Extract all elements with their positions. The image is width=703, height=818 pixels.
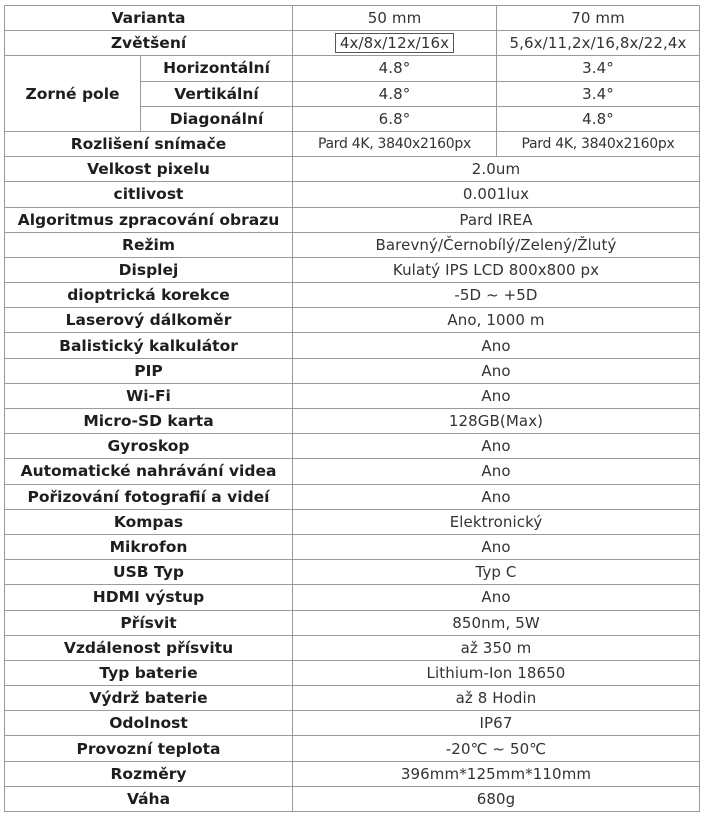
fov-diagonal-label: Diagonální	[141, 106, 293, 131]
spec-value: až 8 Hodin	[293, 686, 700, 711]
table-row	[5, 283, 700, 308]
spec-label: Displej	[5, 257, 293, 282]
table-row	[5, 761, 700, 786]
variant-70mm: 70 mm	[497, 6, 700, 31]
fov-horizontal-label: Horizontální	[141, 56, 293, 81]
spec-value: 396mm*125mm*110mm	[293, 761, 700, 786]
fov-vertical-70mm: 3.4°	[497, 81, 700, 106]
spec-value: Barevný/Černobílý/Zelený/Žlutý	[293, 232, 700, 257]
table-row	[5, 207, 700, 232]
fov-label: Zorné pole	[5, 56, 141, 132]
spec-value: Ano	[293, 459, 700, 484]
spec-label: Odolnost	[5, 711, 293, 736]
table-row-magnification	[5, 31, 700, 56]
spec-value: -5D ~ +5D	[293, 283, 700, 308]
spec-value: -20℃ ~ 50℃	[293, 736, 700, 761]
table-row	[5, 610, 700, 635]
spec-value: 680g	[293, 786, 700, 811]
table-row-sensor	[5, 131, 700, 156]
table-row	[5, 358, 700, 383]
spec-label: Automatické nahrávání videa	[5, 459, 293, 484]
spec-value: Ano	[293, 484, 700, 509]
spec-value: Ano	[293, 358, 700, 383]
table-row	[5, 736, 700, 761]
spec-value: 2.0um	[293, 157, 700, 182]
table-row	[5, 409, 700, 434]
spec-value: Ano	[293, 585, 700, 610]
magnification-label: Zvětšení	[5, 31, 293, 56]
spec-table	[4, 5, 700, 812]
fov-vertical-50mm: 4.8°	[293, 81, 497, 106]
spec-label: Micro-SD karta	[5, 409, 293, 434]
table-row	[5, 534, 700, 559]
spec-label: Vzdálenost přísvitu	[5, 635, 293, 660]
spec-value: Kulatý IPS LCD 800x800 px	[293, 257, 700, 282]
table-row-fov-horizontal	[5, 56, 700, 81]
table-row	[5, 459, 700, 484]
table-row	[5, 509, 700, 534]
spec-value: Elektronický	[293, 509, 700, 534]
spec-label: PIP	[5, 358, 293, 383]
table-row	[5, 157, 700, 182]
table-row-variant	[5, 6, 700, 31]
table-row	[5, 257, 700, 282]
spec-value: Ano	[293, 434, 700, 459]
spec-label: Provozní teplota	[5, 736, 293, 761]
spec-label: Wi-Fi	[5, 383, 293, 408]
table-row	[5, 560, 700, 585]
table-row	[5, 786, 700, 811]
spec-table-body	[5, 6, 700, 812]
fov-horizontal-50mm: 4.8°	[293, 56, 497, 81]
spec-label: Váha	[5, 786, 293, 811]
spec-value: Pard IREA	[293, 207, 700, 232]
fov-horizontal-70mm: 3.4°	[497, 56, 700, 81]
spec-value: 128GB(Max)	[293, 409, 700, 434]
spec-label: citlivost	[5, 182, 293, 207]
table-row	[5, 635, 700, 660]
table-row	[5, 434, 700, 459]
table-row	[5, 333, 700, 358]
spec-label: Přísvit	[5, 610, 293, 635]
spec-value: Typ C	[293, 560, 700, 585]
spec-value: Lithium-Ion 18650	[293, 660, 700, 685]
table-row	[5, 308, 700, 333]
spec-label: USB Typ	[5, 560, 293, 585]
table-row	[5, 383, 700, 408]
spec-value: Ano	[293, 383, 700, 408]
table-row	[5, 585, 700, 610]
sensor-50mm: Pard 4K, 3840x2160px	[293, 131, 497, 156]
spec-label: HDMI výstup	[5, 585, 293, 610]
spec-label: Kompas	[5, 509, 293, 534]
magnification-70mm: 5,6x/11,2x/16,8x/22,4x	[497, 31, 700, 56]
spec-value: Ano, 1000 m	[293, 308, 700, 333]
table-row	[5, 660, 700, 685]
spec-label: Velkost pixelu	[5, 157, 293, 182]
fov-vertical-label: Vertikální	[141, 81, 293, 106]
spec-label: Mikrofon	[5, 534, 293, 559]
magnification-50mm-text: 4x/8x/12x/16x	[335, 33, 454, 53]
magnification-50mm	[293, 31, 497, 56]
sensor-70mm: Pard 4K, 3840x2160px	[497, 131, 700, 156]
table-row	[5, 686, 700, 711]
spec-label: Gyroskop	[5, 434, 293, 459]
spec-label: Pořizování fotografií a videí	[5, 484, 293, 509]
spec-label: dioptrická korekce	[5, 283, 293, 308]
spec-label: Balistický kalkulátor	[5, 333, 293, 358]
fov-diagonal-50mm: 6.8°	[293, 106, 497, 131]
spec-value: 0.001lux	[293, 182, 700, 207]
spec-value: Ano	[293, 333, 700, 358]
spec-value: IP67	[293, 711, 700, 736]
table-row	[5, 711, 700, 736]
fov-diagonal-70mm: 4.8°	[497, 106, 700, 131]
variant-label: Varianta	[5, 6, 293, 31]
spec-label: Typ baterie	[5, 660, 293, 685]
spec-value: Ano	[293, 534, 700, 559]
spec-label: Režim	[5, 232, 293, 257]
sensor-label: Rozlišení snímače	[5, 131, 293, 156]
table-row	[5, 182, 700, 207]
table-row	[5, 484, 700, 509]
variant-50mm: 50 mm	[293, 6, 497, 31]
spec-label: Výdrž baterie	[5, 686, 293, 711]
spec-label: Laserový dálkoměr	[5, 308, 293, 333]
spec-label: Algoritmus zpracování obrazu	[5, 207, 293, 232]
spec-value: 850nm, 5W	[293, 610, 700, 635]
table-row	[5, 232, 700, 257]
spec-value: až 350 m	[293, 635, 700, 660]
spec-label: Rozměry	[5, 761, 293, 786]
